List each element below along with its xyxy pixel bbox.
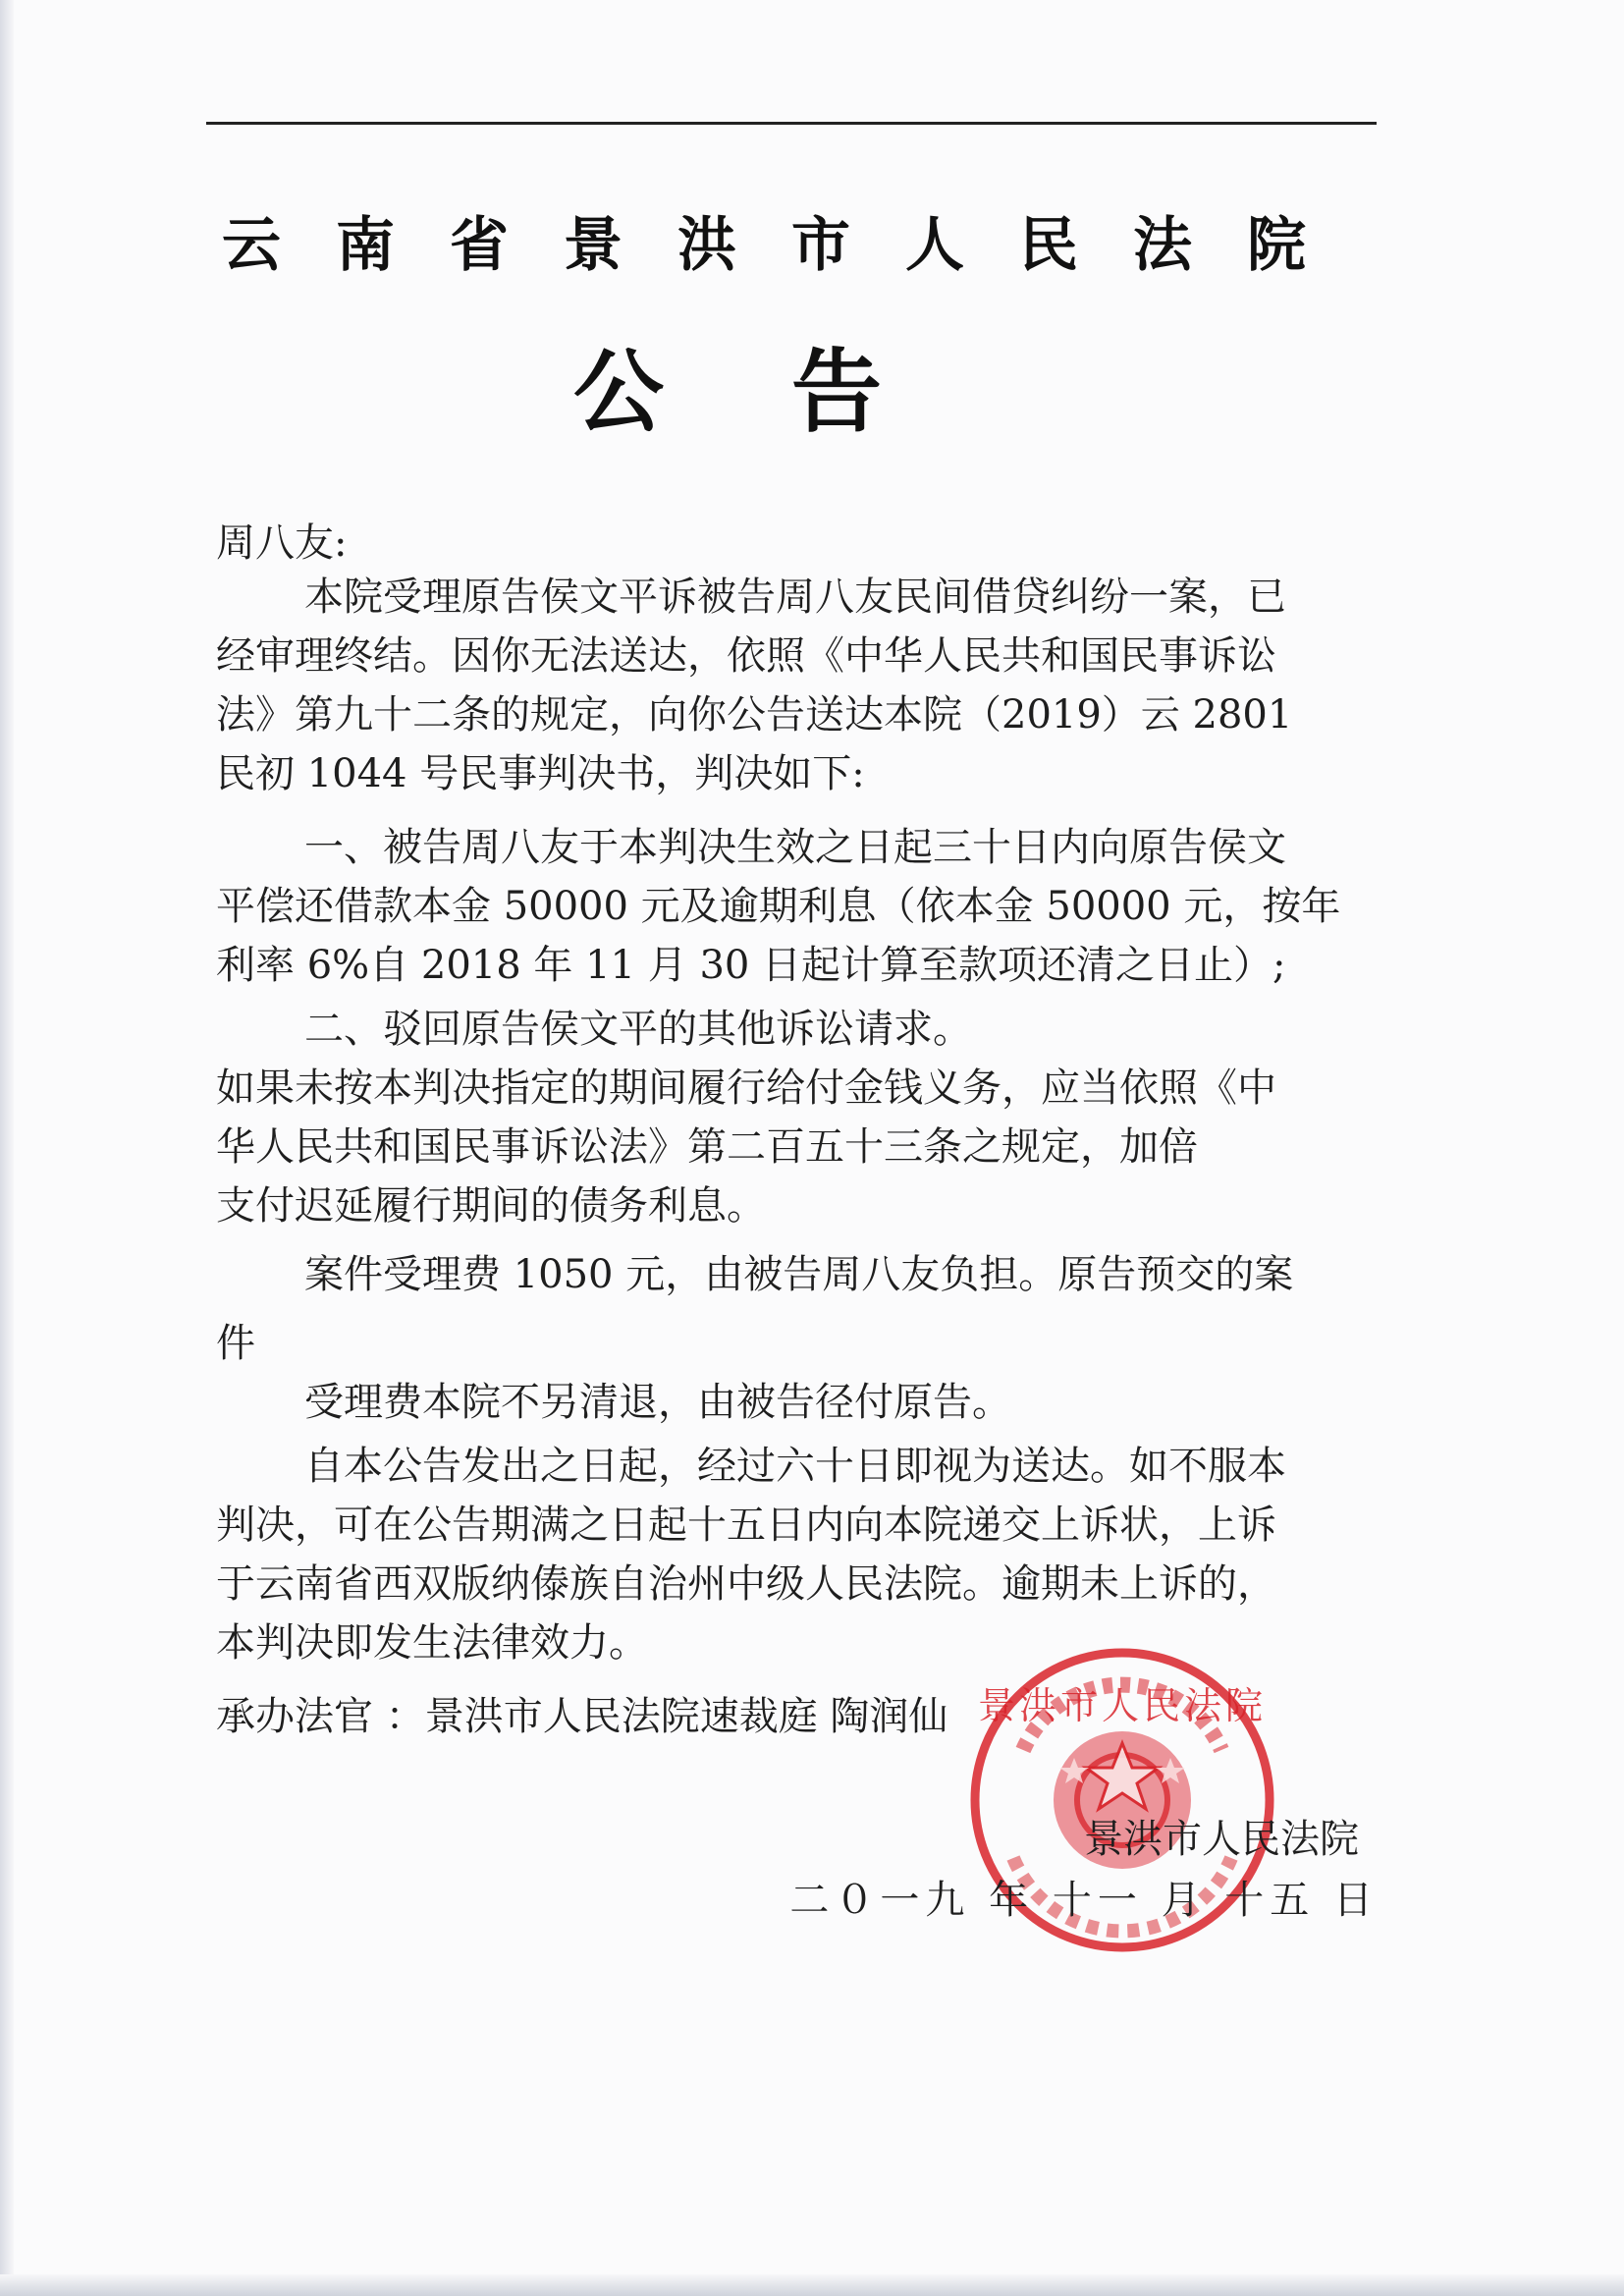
signature-date: 二０一九 年 十一 月 十五 日 — [789, 1878, 1379, 1923]
signature-court: 景洪市人民法院 — [1084, 1817, 1359, 1862]
body-line: 受理费本院不另清退，由被告径付原告。 — [304, 1380, 1011, 1425]
notice-title: 公告 — [572, 340, 1009, 445]
body-line: 自本公告发出之日起，经过六十日即视为送达。如不服本 — [304, 1444, 1286, 1489]
judge-line: 承办法官 ：景洪市人民法院速裁庭 陶润仙 — [216, 1694, 948, 1739]
scan-edge-bottom — [0, 2274, 1624, 2296]
body-line: 件 — [216, 1321, 255, 1366]
scan-edge-left — [0, 0, 14, 2296]
body-line: 利率 6%自 2018 年 11 月 30 日起计算至款项还清之日止）; — [216, 943, 1286, 988]
body-line: 判决，可在公告期满之日起十五日内向本院递交上诉状，上诉 — [216, 1503, 1276, 1548]
top-rule — [206, 122, 1377, 125]
body-line: 法》第九十二条的规定，向你公告送达本院（2019）云 2801 — [216, 692, 1293, 738]
body-line: 二、驳回原告侯文平的其他诉讼请求。 — [304, 1007, 972, 1052]
body-line: 支付迟延履行期间的债务利息。 — [216, 1183, 766, 1229]
body-line: 本判决即发生法律效力。 — [216, 1620, 648, 1666]
body-line: 经审理终结。因你无法送达，依照《中华人民共和国民事诉讼 — [216, 633, 1276, 679]
court-name-heading: 云南省景洪市人民法院 — [222, 211, 1361, 280]
body-line: 本院受理原告侯文平诉被告周八友民间借贷纠纷一案，已 — [304, 574, 1286, 620]
body-line: 平偿还借款本金 50000 元及逾期利息（依本金 50000 元，按年 — [216, 884, 1341, 929]
body-line: 一、被告周八友于本判决生效之日起三十日内向原告侯文 — [304, 825, 1286, 870]
body-line: 如果未按本判决指定的期间履行给付金钱义务，应当依照《中 — [216, 1066, 1276, 1111]
seal-text: 景洪市人民法院 — [977, 1684, 1268, 1727]
addressee-line: 周八友: — [216, 520, 348, 566]
body-line: 案件受理费 1050 元，由被告周八友负担。原告预交的案 — [304, 1252, 1294, 1297]
body-line: 民初 1044 号民事判决书，判决如下: — [216, 751, 865, 796]
body-line: 华人民共和国民事诉讼法》第二百五十三条之规定，加倍 — [216, 1124, 1198, 1170]
body-line: 于云南省西双版纳傣族自治州中级人民法院。逾期未上诉的， — [216, 1561, 1276, 1607]
